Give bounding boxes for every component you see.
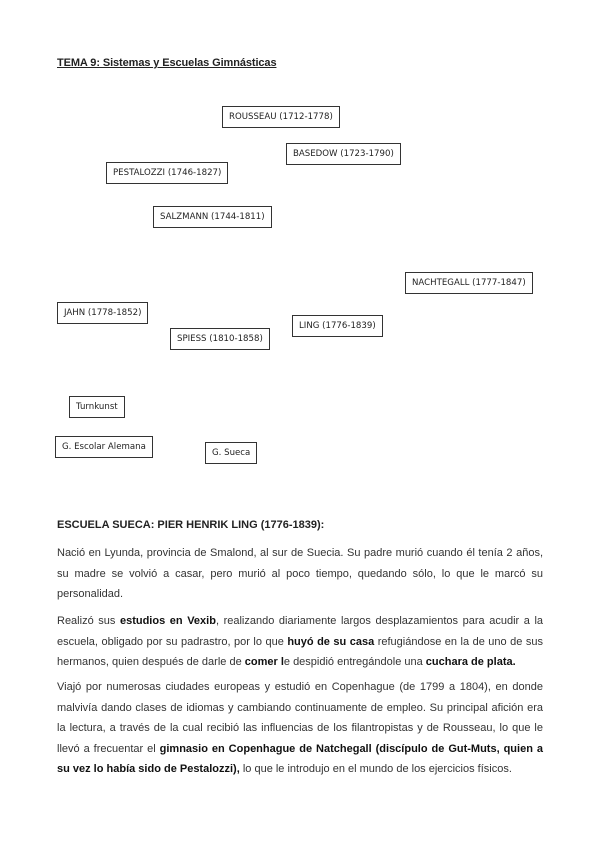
- paragraph-1: Nació en Lyunda, provincia de Smalond, al sur de Suecia. Su padre murió cuando él tenía 2 años, su madre se volvió a casar, pero murió al poco tiempo, quedando sólo, lo que le marcó su personalidad.: [57, 547, 543, 600]
- text-span: refugiándose en la de uno de sus hermanos, quien después de darle de: [57, 635, 543, 668]
- text-span: Viajó por numerosas ciudades europeas y estudió en Copenhague (de 1799 a 1804), en donde malvivía dando clases de idiomas y cambiando continuamente de empleo. Su principal afición era la lectura, a través de la cual recibió las influencias de los filantropistas y de Rousseau, lo que le llevó a frecuentar el: [57, 681, 543, 755]
- bold-span: estudios en Vexib: [119, 615, 216, 627]
- box-salzmann: SALZMANN (1744-1811): [153, 206, 272, 228]
- bold-span: huyó de su casa: [287, 635, 375, 648]
- paragraph-2: [57, 611, 543, 673]
- paragraph-3: [57, 677, 543, 780]
- box-basedow: BASEDOW (1723-1790): [286, 143, 401, 165]
- box-jahn: JAHN (1778-1852): [57, 302, 148, 324]
- text-span: e despidió entregándole una: [283, 656, 426, 668]
- text-span: Realizó sus: [57, 615, 120, 627]
- box-spiess: SPIESS (1810-1858): [170, 328, 270, 350]
- text-span: , realizando diariamente largos desplazamientos para acudir a la escuela, obligado por su padrastro, por lo que: [57, 615, 544, 648]
- section-heading: ESCUELA SUECA: PIER HENRIK LING (1776-1839):: [57, 519, 325, 531]
- bold-span: gimnasio en Copenhague de Natchegall (discípulo de Gut-Muts, quien a su vez lo había sido de Pestalozzi),: [57, 742, 543, 775]
- box-pestalozzi: PESTALOZZI (1746-1827): [106, 162, 228, 184]
- bold-span: cuchara de plata.: [425, 656, 516, 668]
- text-span: lo que le introdujo en el mundo de los ejercicios físicos.: [239, 763, 512, 775]
- bold-span: comer l: [244, 656, 284, 668]
- box-rousseau: ROUSSEAU (1712-1778): [222, 106, 340, 128]
- box-turnkunst: Turnkunst: [69, 396, 125, 418]
- box-sueca: G. Sueca: [205, 442, 257, 464]
- box-escolar-alemana: G. Escolar Alemana: [55, 436, 153, 458]
- box-ling: LING (1776-1839): [292, 315, 383, 337]
- box-nachtegall: NACHTEGALL (1777-1847): [405, 272, 533, 294]
- document-title: TEMA 9: Sistemas y Escuelas Gimnásticas: [57, 57, 277, 69]
